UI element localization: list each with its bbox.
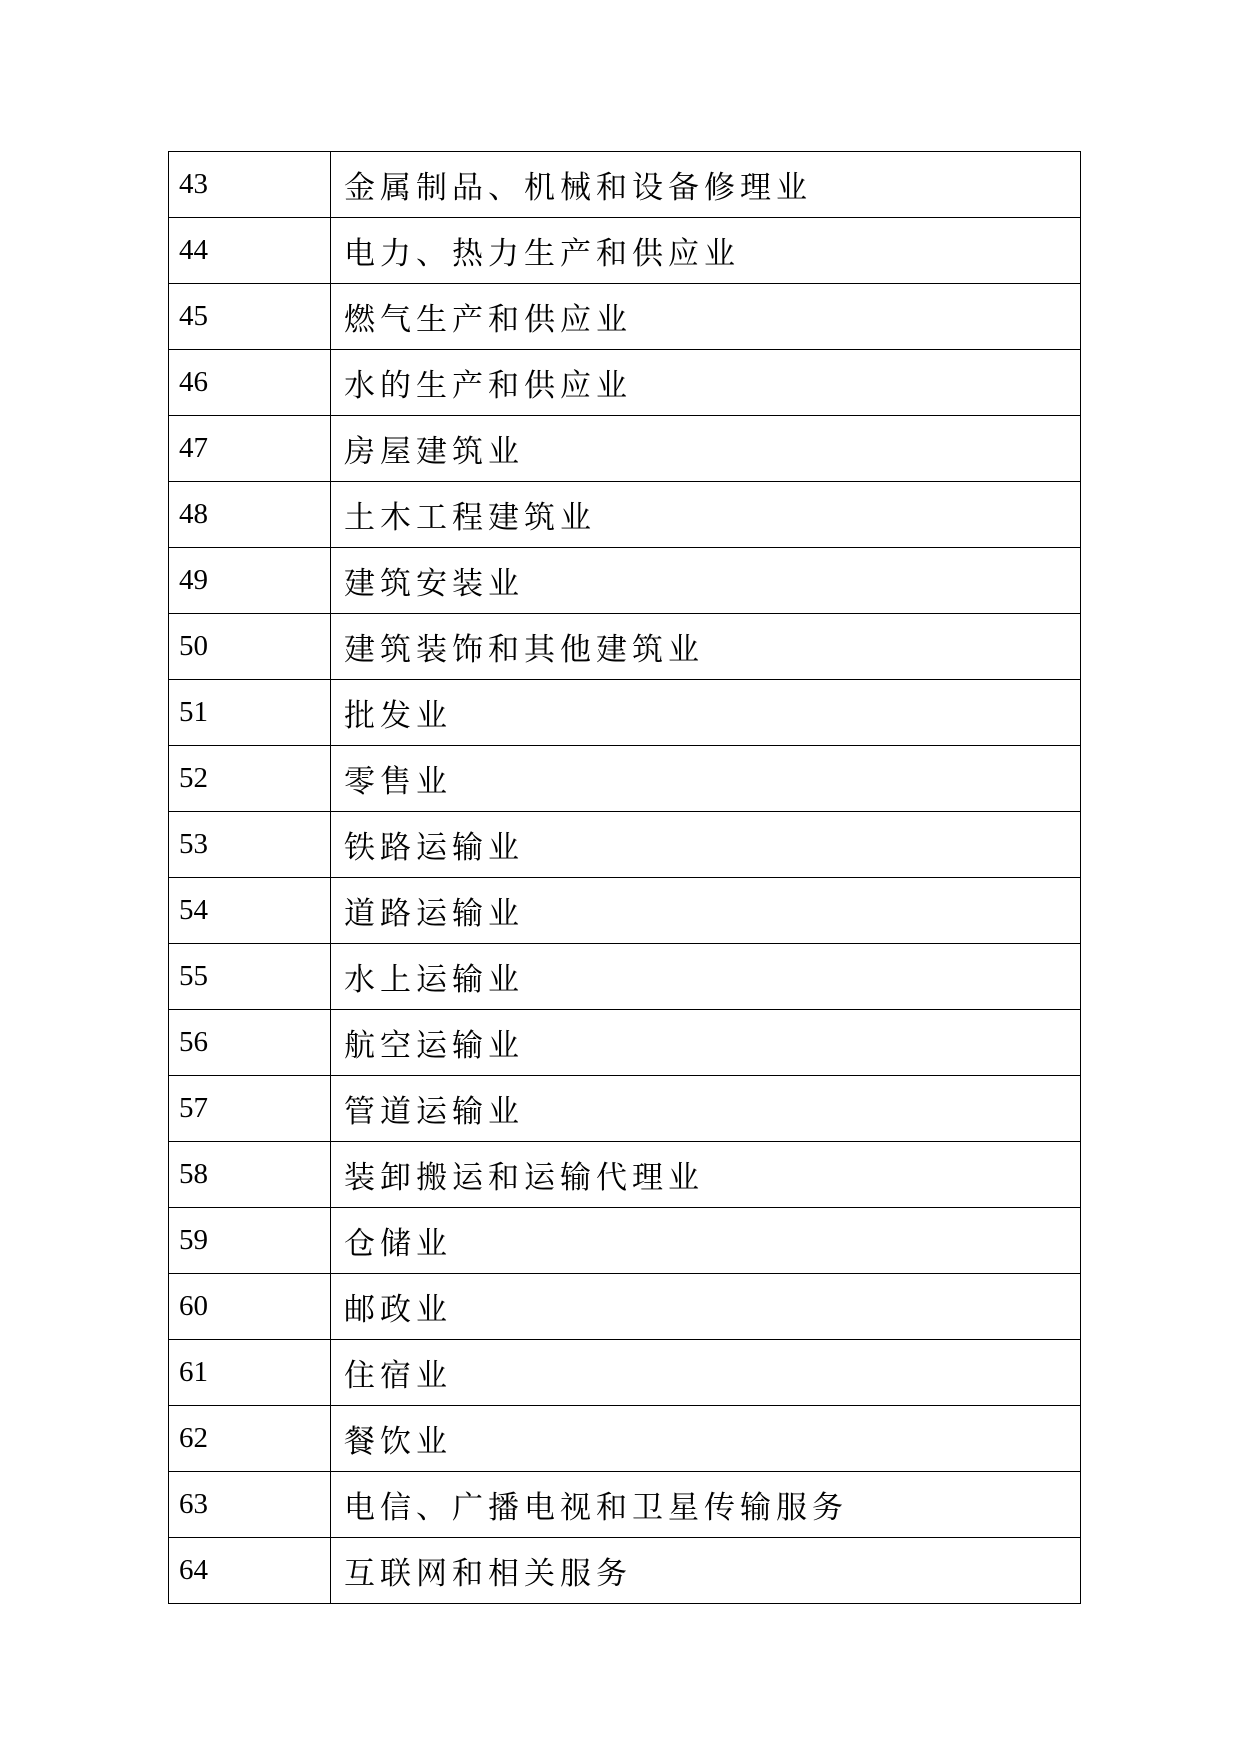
industry-code-cell: 60 [169, 1274, 331, 1340]
industry-name-cell: 房屋建筑业 [331, 416, 1081, 482]
industry-code-cell: 62 [169, 1406, 331, 1472]
industry-classification-table [168, 151, 1081, 1604]
industry-name-cell: 装卸搬运和运输代理业 [331, 1142, 1081, 1208]
table-body [169, 152, 1081, 1604]
industry-name-cell: 邮政业 [331, 1274, 1081, 1340]
table-row [169, 482, 1081, 548]
industry-name-cell: 建筑装饰和其他建筑业 [331, 614, 1081, 680]
table-row [169, 416, 1081, 482]
industry-name-cell: 水上运输业 [331, 944, 1081, 1010]
industry-code-cell: 49 [169, 548, 331, 614]
table-row [169, 878, 1081, 944]
industry-name-cell: 管道运输业 [331, 1076, 1081, 1142]
industry-code-cell: 57 [169, 1076, 331, 1142]
industry-code-cell: 55 [169, 944, 331, 1010]
industry-code-cell: 54 [169, 878, 331, 944]
industry-name-cell: 土木工程建筑业 [331, 482, 1081, 548]
industry-code-cell: 58 [169, 1142, 331, 1208]
table-row [169, 548, 1081, 614]
industry-code-cell: 43 [169, 152, 331, 218]
industry-name-cell: 金属制品、机械和设备修理业 [331, 152, 1081, 218]
table-row [169, 746, 1081, 812]
industry-name-cell: 批发业 [331, 680, 1081, 746]
industry-code-cell: 45 [169, 284, 331, 350]
table-row [169, 1274, 1081, 1340]
table-row [169, 1406, 1081, 1472]
industry-name-cell: 住宿业 [331, 1340, 1081, 1406]
table-row [169, 1340, 1081, 1406]
table-row [169, 1076, 1081, 1142]
table-row [169, 350, 1081, 416]
table-row [169, 1472, 1081, 1538]
industry-code-cell: 48 [169, 482, 331, 548]
table-row [169, 944, 1081, 1010]
industry-code-cell: 50 [169, 614, 331, 680]
table-row [169, 1142, 1081, 1208]
industry-code-cell: 63 [169, 1472, 331, 1538]
table-row [169, 1538, 1081, 1604]
industry-name-cell: 水的生产和供应业 [331, 350, 1081, 416]
industry-name-cell: 电信、广播电视和卫星传输服务 [331, 1472, 1081, 1538]
industry-name-cell: 仓储业 [331, 1208, 1081, 1274]
industry-name-cell: 餐饮业 [331, 1406, 1081, 1472]
table-row [169, 812, 1081, 878]
industry-name-cell: 建筑安装业 [331, 548, 1081, 614]
industry-code-cell: 44 [169, 218, 331, 284]
industry-name-cell: 零售业 [331, 746, 1081, 812]
industry-code-cell: 61 [169, 1340, 331, 1406]
industry-name-cell: 电力、热力生产和供应业 [331, 218, 1081, 284]
industry-name-cell: 燃气生产和供应业 [331, 284, 1081, 350]
table-row [169, 218, 1081, 284]
table-row [169, 614, 1081, 680]
industry-name-cell: 铁路运输业 [331, 812, 1081, 878]
industry-code-cell: 47 [169, 416, 331, 482]
industry-name-cell: 道路运输业 [331, 878, 1081, 944]
table-row [169, 1208, 1081, 1274]
industry-code-cell: 53 [169, 812, 331, 878]
industry-code-cell: 64 [169, 1538, 331, 1604]
industry-code-cell: 59 [169, 1208, 331, 1274]
industry-code-cell: 46 [169, 350, 331, 416]
table-row [169, 284, 1081, 350]
industry-name-cell: 互联网和相关服务 [331, 1538, 1081, 1604]
industry-code-cell: 56 [169, 1010, 331, 1076]
table-row [169, 680, 1081, 746]
industry-name-cell: 航空运输业 [331, 1010, 1081, 1076]
industry-code-cell: 51 [169, 680, 331, 746]
industry-code-cell: 52 [169, 746, 331, 812]
table-row [169, 1010, 1081, 1076]
table-row [169, 152, 1081, 218]
